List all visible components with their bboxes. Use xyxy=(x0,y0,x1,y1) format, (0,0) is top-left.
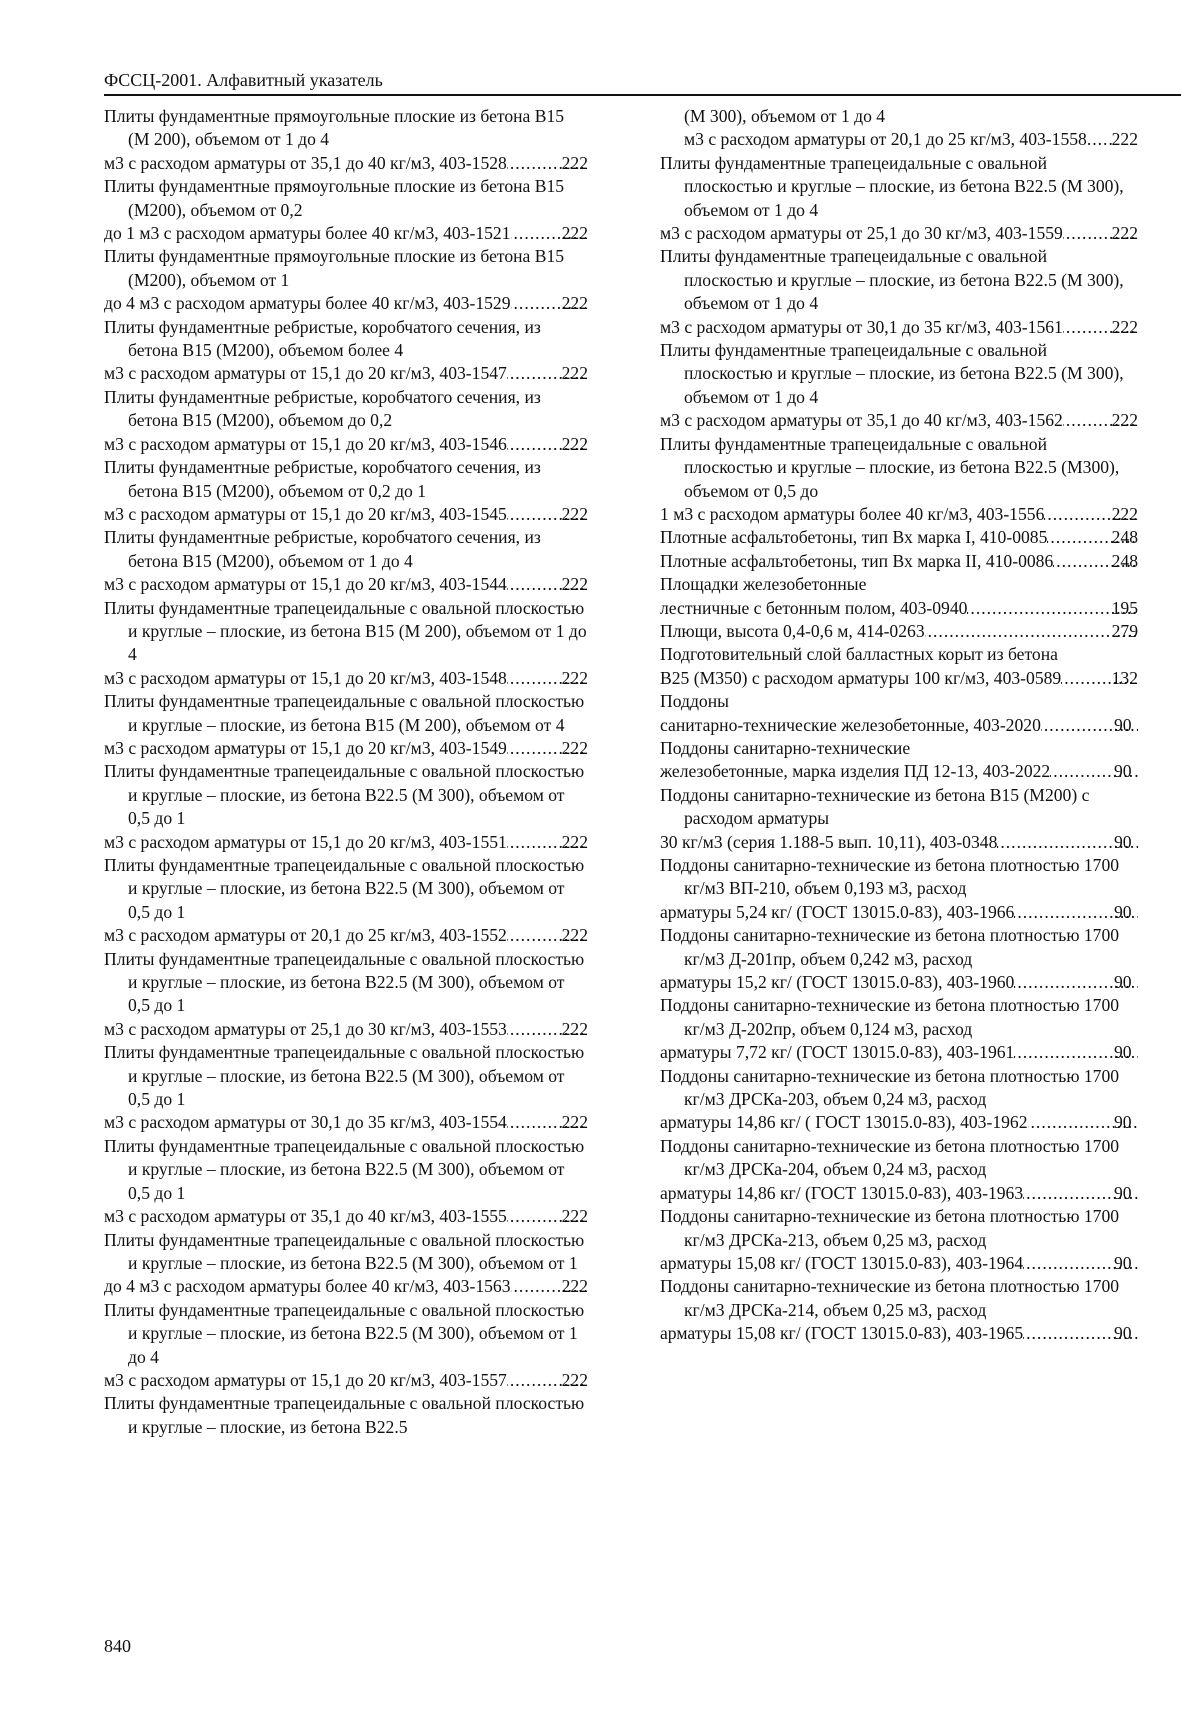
index-entry-page: 222 xyxy=(561,1112,588,1133)
index-entry: Площадки железобетонные лестничные с бетонным полом, 403-0940 ..... 195 xyxy=(660,573,1138,620)
index-column-right xyxy=(660,105,1138,1346)
index-entry-page: 132 xyxy=(1111,667,1138,688)
index-entry: Плиты фундаментные трапецеидальные с овальной плоскостью и круглые – плоские, из бетона В22.5 (М 300), объемом от 0,5 до 1 м3 с расходом арматуры от 25,1 до 30 кг/м3, 403-1553 ..... 222 xyxy=(104,948,588,1042)
index-entry-page: 222 xyxy=(561,1276,588,1297)
index-entry-page: 279 xyxy=(1111,620,1138,641)
index-entry: Плиты фундаментные прямоугольные плоские из бетона В15 (М200), объемом от 1 до 4 м3 с расходом арматуры более 40 кг/м3, 403-1529 ..... 222 xyxy=(104,245,588,315)
index-entry: Плотные асфальтобетоны, тип Вх марка I, 410-0085 ..... 248 xyxy=(660,526,1138,549)
index-entry-page: 222 xyxy=(1111,503,1138,524)
index-entry: Поддоны санитарно-технические из бетона плотностью 1700 кг/м3 ДРСКа-213, объем 0,25 м3, расход арматуры 15,08 кг/ (ГОСТ 13015.0-83), 403-1964 ..... 90 xyxy=(660,1205,1138,1275)
index-entry-page: 222 xyxy=(1111,410,1138,431)
index-entry: Плиты фундаментные трапецеидальные с овальной плоскостью и круглые – плоские, из бетона В22.5 (М 300), объемом от 1 до 4 м3 с расходом арматуры от 35,1 до 40 кг/м3, 403-1562 ..... 222 xyxy=(660,339,1138,433)
index-entry: Плиты фундаментные трапецеидальные с овальной плоскостью и круглые – плоские, из бетона В22.5 (М 300), объемом от 1 до 4 м3 с расходом арматуры от 25,1 до 30 кг/м3, 403-1559 ..... 222 xyxy=(660,152,1138,246)
index-entry-page: 222 xyxy=(561,831,588,852)
index-entry: Поддоны санитарно-технические из бетона плотностью 1700 кг/м3 ВП-210, объем 0,193 м3, расход арматуры 5,24 кг/ (ГОСТ 13015.0-83), 403-1966 ..... 90 xyxy=(660,854,1138,924)
index-entry: Поддоны санитарно-технические железобетонные, 403-2020 ..... 90 xyxy=(660,690,1138,737)
index-entry-page: 222 xyxy=(561,223,588,244)
index-entry: Поддоны санитарно-технические из бетона В15 (М200) с расходом арматуры 30 кг/м3 (серия 1.188-5 вып. 10,11), 403-0348 ..... 90 xyxy=(660,784,1138,854)
index-entry: Поддоны санитарно-технические железобетонные, марка изделия ПД 12-13, 403-2022 ..... 90 xyxy=(660,737,1138,784)
index-entry-page: 222 xyxy=(1111,316,1138,337)
index-entry: Поддоны санитарно-технические из бетона плотностью 1700 кг/м3 ДРСКа-203, объем 0,24 м3, расход арматуры 14,86 кг/ ( ГОСТ 13015.0-83), 403-1962 ..... 90 xyxy=(660,1065,1138,1135)
index-entry-page: 248 xyxy=(1111,527,1138,548)
index-entry: Плиты фундаментные трапецеидальные с овальной плоскостью и круглые – плоские, из бетона В22.5 (М 300), объемом от 0,5 до 1 м3 с расходом арматуры от 35,1 до 40 кг/м3, 403-1555 ..... 222 xyxy=(104,1135,588,1229)
page-header xyxy=(104,68,1181,96)
index-entry-page: 222 xyxy=(561,667,588,688)
index-entry: Плиты фундаментные трапецеидальные с овальной плоскостью и круглые – плоские, из бетона В22.5 (М300), объемом от 0,5 до 1 м3 с расходом арматуры более 40 кг/м3, 403-1556 ..... 222 xyxy=(660,433,1138,527)
index-entry: Плиты фундаментные трапецеидальные с овальной плоскостью и круглые – плоские, из бетона В15 (М 200), объемом от 4 м3 с расходом арматуры от 15,1 до 20 кг/м3, 403-1549 ..... 222 xyxy=(104,690,588,760)
index-entry: Подготовительный слой балластных корыт из бетона В25 (М350) с расходом арматуры 100 кг/м3, 403-0589 ..... 132 xyxy=(660,643,1138,690)
index-entry: Поддоны санитарно-технические из бетона плотностью 1700 кг/м3 ДРСКа-204, объем 0,24 м3, расход арматуры 14,86 кг/ (ГОСТ 13015.0-83), 403-1963 ..... 90 xyxy=(660,1135,1138,1205)
index-entry: Плиты фундаментные ребристые, коробчатого сечения, из бетона В15 (М200), объемом до 0,2 м3 с расходом арматуры от 15,1 до 20 кг/м3, 403-1546 ..... 222 xyxy=(104,386,588,456)
index-entry-page: 222 xyxy=(561,152,588,173)
index-entry: Плиты фундаментные трапецеидальные с овальной плоскостью и круглые – плоские, из бетона В22.5 (М 300), объемом от 1 до 4 м3 с расходом арматуры от 30,1 до 35 кг/м3, 403-1561 ..... 222 xyxy=(660,245,1138,339)
index-entry: Плиты фундаментные трапецеидальные с овальной плоскостью и круглые – плоские, из бетона В22.5 (М 300), объемом от 0,5 до 1 м3 с расходом арматуры от 20,1 до 25 кг/м3, 403-1552 ..... 222 xyxy=(104,854,588,948)
index-entry: Плиты фундаментные трапецеидальные с овальной плоскостью и круглые – плоские, из бетона В22.5 (М 300), объемом от 1 до 4 м3 с расходом арматуры более 40 кг/м3, 403-1563 ..... 222 xyxy=(104,1229,588,1299)
index-entry-page: 248 xyxy=(1111,550,1138,571)
index-entry-page: 222 xyxy=(561,363,588,384)
running-title: ФССЦ-2001. Алфавитный указатель xyxy=(104,70,383,90)
index-entry-page: 222 xyxy=(561,433,588,454)
index-entry-page: 195 xyxy=(1111,597,1138,618)
index-column-left xyxy=(104,105,588,1439)
index-entry: Плиты фундаментные трапецеидальные с овальной плоскостью и круглые – плоские, из бетона В22.5 (М 300), объемом от 0,5 до 1 м3 с расходом арматуры от 30,1 до 35 кг/м3, 403-1554 ..... 222 xyxy=(104,1041,588,1135)
index-entry: Плиты фундаментные прямоугольные плоские из бетона В15 (М 200), объемом от 1 до 4 м3 с расходом арматуры от 35,1 до 40 кг/м3, 403-1528 ..... 222 xyxy=(104,105,588,175)
index-entry-page: 222 xyxy=(561,1369,588,1390)
index-entry xyxy=(104,1392,588,1439)
page-number: 840 xyxy=(104,1636,131,1656)
index-entry-page: 222 xyxy=(561,737,588,758)
index-entry-page: 222 xyxy=(561,293,588,314)
index-entry: Плиты фундаментные трапецеидальные с овальной плоскостью и круглые – плоские, из бетона В22.5 (М 300), объемом от 1 до 4 м3 с расходом арматуры от 15,1 до 20 кг/м3, 403-1557 ..... 222 xyxy=(104,1299,588,1393)
index-entry-page: 222 xyxy=(561,925,588,946)
index-entry-text: Плиты фундаментные трапецеидальные с овальной плоскостью и круглые – плоские, из бетона В22.5 xyxy=(104,1393,585,1437)
index-entry: Плиты фундаментные прямоугольные плоские из бетона В15 (М200), объемом от 0,2 до 1 м3 с расходом арматуры более 40 кг/м3, 403-1521 ..... 222 xyxy=(104,175,588,245)
index-entry: Плиты фундаментные ребристые, коробчатого сечения, из бетона В15 (М200), объемом от 0,2 до 1 м3 с расходом арматуры от 15,1 до 20 кг/м3, 403-1545 ..... 222 xyxy=(104,456,588,526)
index-entry-page: 222 xyxy=(1111,129,1138,150)
index-entry-page: 222 xyxy=(561,1018,588,1039)
index-entry: Плиты фундаментные трапецеидальные с овальной плоскостью и круглые – плоские, из бетона В22.5 (М 300), объемом от 0,5 до 1 м3 с расходом арматуры от 15,1 до 20 кг/м3, 403-1551 ..... 222 xyxy=(104,760,588,854)
index-entry: Плотные асфальтобетоны, тип Вх марка II, 410-0086 ..... 248 xyxy=(660,550,1138,573)
index-entry-page: 222 xyxy=(561,503,588,524)
index-entry: Плющи, высота 0,4-0,6 м, 414-0263 ..... 279 xyxy=(660,620,1138,643)
index-entry-page: 222 xyxy=(1111,223,1138,244)
index-entry-page: 222 xyxy=(561,574,588,595)
index-entry: Плиты фундаментные ребристые, коробчатого сечения, из бетона В15 (М200), объемом от 1 до 4 м3 с расходом арматуры от 15,1 до 20 кг/м3, 403-1544 ..... 222 xyxy=(104,526,588,596)
index-entry-page: 222 xyxy=(561,1206,588,1227)
index-entry: Поддоны санитарно-технические из бетона плотностью 1700 кг/м3 Д-202пр, объем 0,124 м3, расход арматуры 7,72 кг/ (ГОСТ 13015.0-83), 403-1961 ..... 90 xyxy=(660,994,1138,1064)
index-entry: (М 300), объемом от 1 до 4 м3 с расходом арматуры от 20,1 до 25 кг/м3, 403-1558 ..... 222 xyxy=(660,105,1138,152)
index-entry: Поддоны санитарно-технические из бетона плотностью 1700 кг/м3 Д-201пр, объем 0,242 м3, расход арматуры 15,2 кг/ (ГОСТ 13015.0-83), 403-1960 ..... 90 xyxy=(660,924,1138,994)
index-entry: Плиты фундаментные ребристые, коробчатого сечения, из бетона В15 (М200), объемом более 4 м3 с расходом арматуры от 15,1 до 20 кг/м3, 403-1547 ..... 222 xyxy=(104,316,588,386)
index-entry: Плиты фундаментные трапецеидальные с овальной плоскостью и круглые – плоские, из бетона В15 (М 200), объемом от 1 до 4 м3 с расходом арматуры от 15,1 до 20 кг/м3, 403-1548 ..... 222 xyxy=(104,597,588,691)
index-entry: Поддоны санитарно-технические из бетона плотностью 1700 кг/м3 ДРСКа-214, объем 0,25 м3, расход арматуры 15,08 кг/ (ГОСТ 13015.0-83), 403-1965 ..... 90 xyxy=(660,1275,1138,1345)
